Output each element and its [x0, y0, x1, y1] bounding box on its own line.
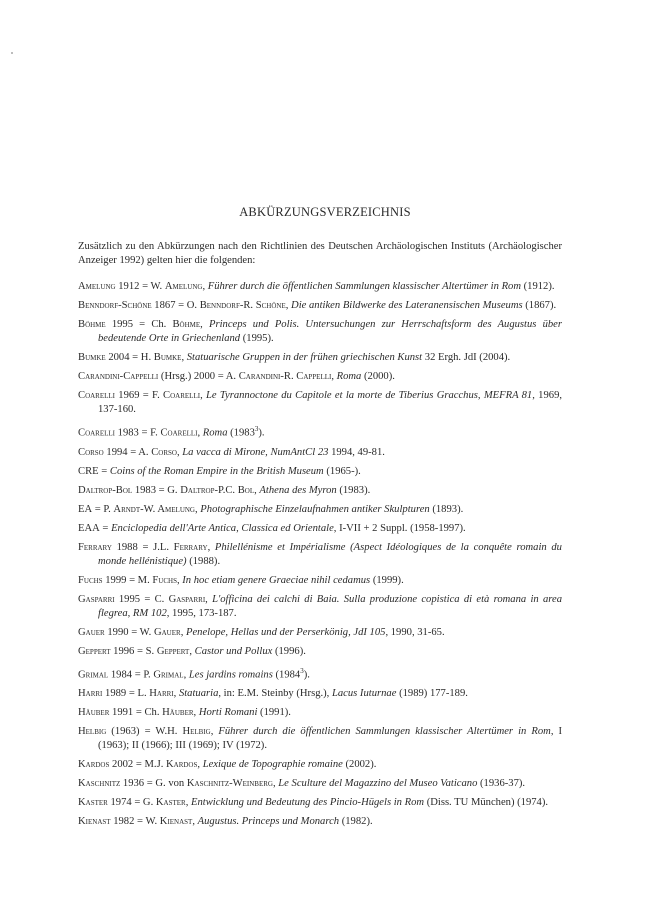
entry-title: Führer durch die öffentlichen Sammlungen klassischer Altertümer in Rom — [218, 726, 551, 738]
entry-tail: (2000). — [361, 371, 395, 382]
entry-auth: Geppert — [156, 645, 190, 657]
entry-tail: (1991). — [257, 707, 291, 719]
entry-tail: (1999). — [370, 574, 404, 586]
entry-post: , — [331, 371, 337, 382]
entry-title: Le Sculture del Magazzino del Museo Vaticano — [278, 778, 478, 790]
entry-tail: (1893). — [429, 503, 464, 515]
entry-key: Fuchs — [78, 574, 103, 586]
entry-pre: 1912 = W. — [115, 281, 165, 292]
entry-post: , — [197, 427, 203, 439]
entry-key: Böhme — [78, 319, 106, 330]
entry-post: , — [176, 574, 183, 586]
entry-tail: , I (1963); II (1966); III (1969); IV (1972). — [98, 726, 563, 752]
entry-title: Enciclopedia dell'Arte Antica, Classica ed Orientale — [111, 522, 334, 534]
entry-key: Kaschnitz — [78, 778, 121, 790]
entry-auth: Bumke — [153, 352, 182, 363]
entry-key: Benndorf-Schöne — [78, 300, 152, 311]
entry-auth: Amelung — [164, 281, 203, 292]
entry-tail: (1965-). — [323, 465, 361, 477]
entry-title: L'officina dei calchi di Baia. Sulla produzione copistica di età romana in area flegrea, RM 102 — [98, 593, 562, 619]
entry-key: Gasparri — [78, 593, 115, 605]
entry-key: Bumke — [78, 352, 106, 363]
entry-title: Entwicklung und Bedeutung des Pincio-Hügels in Rom — [191, 797, 425, 809]
abbreviation-list — [78, 280, 562, 834]
abbreviation-entry — [78, 815, 562, 829]
entry-auth: Daltrop-P.C. Bol — [180, 484, 255, 496]
entry-pre: 1990 = W. — [104, 626, 154, 638]
entry-tail: (1988). — [186, 555, 221, 567]
entry-title: Les jardins romains — [188, 669, 273, 681]
entry-title: Coins of the Roman Empire in the British Museum — [109, 465, 324, 477]
entry-pre: 1988 = J.L. — [111, 541, 174, 553]
abbreviation-entry — [78, 725, 562, 753]
entry-auth: Corso — [151, 446, 177, 458]
entry-post: , — [272, 778, 279, 790]
entry-key: Ferrary — [78, 541, 112, 553]
entry-post: , — [285, 300, 292, 311]
entry-title: Castor und Pollux — [194, 645, 273, 657]
entry-post: , — [183, 669, 189, 681]
entry-auth: Ferrary — [173, 541, 208, 553]
entry-title: Roma — [336, 371, 362, 382]
entry-tail: 32 Ergh. JdI (2004). — [422, 352, 511, 363]
entry-sup: 3 — [254, 425, 259, 433]
entry-key: Helbig — [78, 726, 107, 738]
abbreviation-entry — [78, 299, 562, 313]
entry-pre: (1963) = W.H. — [106, 726, 183, 738]
entry-auth: Gauer — [153, 626, 181, 638]
entry-tail: (Diss. TU München) (1974). — [424, 797, 549, 809]
entry-post: , — [205, 593, 213, 605]
abbreviation-entry — [78, 796, 562, 810]
entry-auth: Häuber — [162, 707, 194, 719]
entry-pre: 1983 = G. — [132, 484, 181, 496]
abbreviation-entry — [78, 280, 562, 294]
entry-sup: 3 — [300, 666, 304, 675]
entry-pre: 1984 = P. — [108, 669, 154, 681]
entry-key: EA — [78, 503, 93, 515]
entry-auth: Harri — [149, 688, 174, 700]
entry-tail: (1982). — [339, 816, 373, 828]
entry-title: Athena des Myron — [259, 484, 337, 496]
entry-key: Daltrop-Bol — [78, 484, 133, 496]
abbreviation-entry — [78, 465, 562, 479]
entry-key: Grimal — [78, 669, 109, 681]
entry-title: In hoc etiam genere Graeciae nihil cedamus — [182, 574, 371, 586]
entry-tail: (1996). — [272, 645, 306, 657]
entry-title: Lexique de Topographie romaine — [202, 759, 343, 771]
entry-pre: 1867 = O. — [151, 300, 200, 311]
entry-auth: Carandini-R. Cappelli — [238, 371, 332, 382]
entry-tail: 1994, 49-81. — [328, 446, 385, 458]
entry-tail2: ). — [303, 669, 310, 681]
entry-post: , — [173, 688, 179, 700]
entry-post: , — [200, 319, 209, 330]
entry-title: Augustus. Princeps und Monarch — [197, 816, 340, 828]
entry-tail: , 1995, 173-187. — [166, 607, 237, 619]
entry-post: , — [176, 446, 183, 458]
entry-title2: Lacus Iuturnae — [331, 688, 397, 700]
abbreviation-entry — [78, 645, 562, 659]
abbreviation-entry — [78, 687, 562, 701]
entry-tail2: (1989) 177-189. — [396, 688, 468, 700]
entry-key: Harri — [78, 688, 103, 700]
entry-key: Carandini-Cappelli — [78, 371, 159, 382]
entry-pre: 1983 = F. — [115, 427, 161, 439]
entry-pre: 1995 = C. — [114, 593, 169, 605]
abbreviation-entry — [78, 664, 562, 683]
entry-title: Horti Romani — [198, 707, 258, 719]
entry-pre: 1994 = A. — [103, 446, 152, 458]
entry-post: , — [180, 626, 186, 638]
entry-tail: (1936-37). — [477, 778, 526, 790]
entry-auth: Helbig — [182, 726, 211, 738]
entry-key: EAA — [78, 522, 100, 534]
entry-pre: 1969 = F. — [115, 390, 164, 401]
entry-title: Statuarische Gruppen in der frühen griechischen Kunst — [186, 352, 423, 363]
entry-key: Gauer — [78, 626, 105, 638]
entry-auth: Arndt-W. Amelung — [113, 503, 195, 515]
entry-post: , — [202, 281, 208, 292]
entry-auth: Kardos — [166, 759, 198, 771]
abbreviation-entry — [78, 777, 562, 791]
entry-pre: 1936 = G. von — [120, 778, 187, 790]
entry-tail: (1995). — [240, 333, 274, 344]
entry-auth: Kienast — [159, 816, 193, 828]
entry-post: , — [207, 541, 215, 553]
entry-tail: (2002). — [342, 759, 377, 771]
abbreviation-entry — [78, 389, 562, 417]
entry-pre: = — [98, 465, 110, 477]
abbreviation-entry — [78, 541, 562, 569]
abbreviation-entry — [78, 522, 562, 536]
abbreviation-entry — [78, 351, 562, 365]
entry-auth: Kaschnitz-Weinberg — [186, 778, 273, 790]
entry-tail2: ). — [258, 427, 265, 439]
entry-key: Geppert — [78, 645, 111, 657]
entry-post: , — [185, 797, 192, 809]
entry-post: , — [189, 645, 195, 657]
entry-key: Kienast — [78, 816, 111, 828]
abbreviation-entry — [78, 422, 562, 441]
entry-auth: Fuchs — [152, 574, 177, 586]
entry-title: Le Tyrannoctone du Capitole et la morte de Tiberius Gracchus, MEFRA 81 — [206, 390, 533, 401]
entry-tail: (1867). — [522, 300, 557, 311]
abbreviation-entry — [78, 593, 562, 621]
entry-tail: , I-VII + 2 Suppl. (1958-1997). — [333, 522, 466, 534]
entry-tail: (1983 — [227, 427, 255, 439]
entry-pre: 1996 = S. — [110, 645, 157, 657]
entry-key: Amelung — [78, 281, 116, 292]
entry-key: CRE — [78, 465, 99, 477]
entry-post: , — [195, 503, 201, 515]
entry-pre: (Hrsg.) 2000 = A. — [158, 371, 239, 382]
abbreviation-entry — [78, 503, 562, 517]
abbreviation-entry — [78, 574, 562, 588]
entry-key: Kardos — [78, 759, 110, 771]
entry-pre: 1999 = M. — [102, 574, 153, 586]
entry-post: , — [193, 707, 199, 719]
entry-auth: Benndorf-R. Schöne — [199, 300, 286, 311]
entry-key: Coarelli — [78, 427, 116, 439]
entry-pre: 2004 = H. — [105, 352, 154, 363]
abbreviation-entry — [78, 370, 562, 384]
entry-tail: (1983). — [336, 484, 371, 496]
entry-title: Die antiken Bildwerke des Lateranensischen Museums — [291, 300, 523, 311]
entry-auth: Grimal — [153, 669, 184, 681]
page-title: ABKÜRZUNGSVERZEICHNIS — [239, 205, 411, 219]
entry-post: , — [210, 726, 219, 738]
entry-auth: Böhme — [172, 319, 201, 330]
entry-title: Statuaria — [178, 688, 219, 700]
entry-title: Penelope, Hellas und der Perserkönig, JdI 105 — [185, 626, 386, 638]
entry-post: , — [192, 816, 198, 828]
entry-title: Photographische Einzelaufnahmen antiker Skulpturen — [200, 503, 430, 515]
abbreviation-entry — [78, 758, 562, 772]
entry-tail: , in: E.M. Steinby (Hrsg.), — [218, 688, 332, 700]
entry-auth: Coarelli — [160, 427, 198, 439]
abbreviation-entry — [78, 318, 562, 346]
entry-pre: 1989 = L. — [102, 688, 150, 700]
entry-tail: (1984 — [272, 669, 301, 681]
abbreviation-entry — [78, 626, 562, 640]
entry-title: Führer durch die öffentlichen Sammlungen klassischer Altertümer in Rom — [207, 281, 521, 292]
entry-tail: (1912). — [520, 281, 555, 292]
margin-mark — [11, 52, 13, 54]
entry-pre: 2002 = M.J. — [109, 759, 166, 771]
entry-post: , — [181, 352, 187, 363]
entry-key: Häuber — [78, 707, 110, 719]
entry-post: , — [200, 390, 207, 401]
entry-key: Coarelli — [78, 390, 116, 401]
abbreviation-entry — [78, 706, 562, 720]
abbreviation-entry — [78, 484, 562, 498]
entry-tail: , 1990, 31-65. — [385, 626, 445, 638]
entry-pre: 1982 = W. — [110, 816, 160, 828]
entry-post: , — [254, 484, 260, 496]
entry-pre: 1995 = Ch. — [105, 319, 173, 330]
entry-post: , — [197, 759, 203, 771]
entry-auth: Coarelli — [163, 390, 201, 401]
entry-pre: 1991 = Ch. — [109, 707, 163, 719]
entry-auth: Kaster — [155, 797, 186, 809]
intro-paragraph: Zusätzlich zu den Abkürzungen nach den Richtlinien des Deutschen Archäologischen Instituts (Archäologischer Anzeiger 1992) gelten hier die folgenden: — [78, 241, 562, 266]
entry-pre: = P. — [92, 503, 114, 515]
abbreviation-entry — [78, 446, 562, 460]
entry-auth: Gasparri — [168, 593, 206, 605]
entry-key: Corso — [78, 446, 104, 458]
entry-pre: 1974 = G. — [107, 797, 156, 809]
entry-key: Kaster — [78, 797, 108, 809]
entry-title: Princeps und Polis. Untersuchungen zur Herrschaftsform des Augustus über bedeutende Orte in Griechenland — [98, 319, 562, 344]
entry-title: Roma — [202, 427, 228, 439]
entry-pre: = — [99, 522, 112, 534]
entry-tail: , 1969, 137-160. — [98, 390, 563, 415]
entry-title: Philellénisme et Impérialisme (Aspect Idéologiques de la conquête romain du monde hellénistique) — [98, 541, 562, 567]
entry-title: La vacca di Mirone, NumAntCl 23 — [182, 446, 329, 458]
